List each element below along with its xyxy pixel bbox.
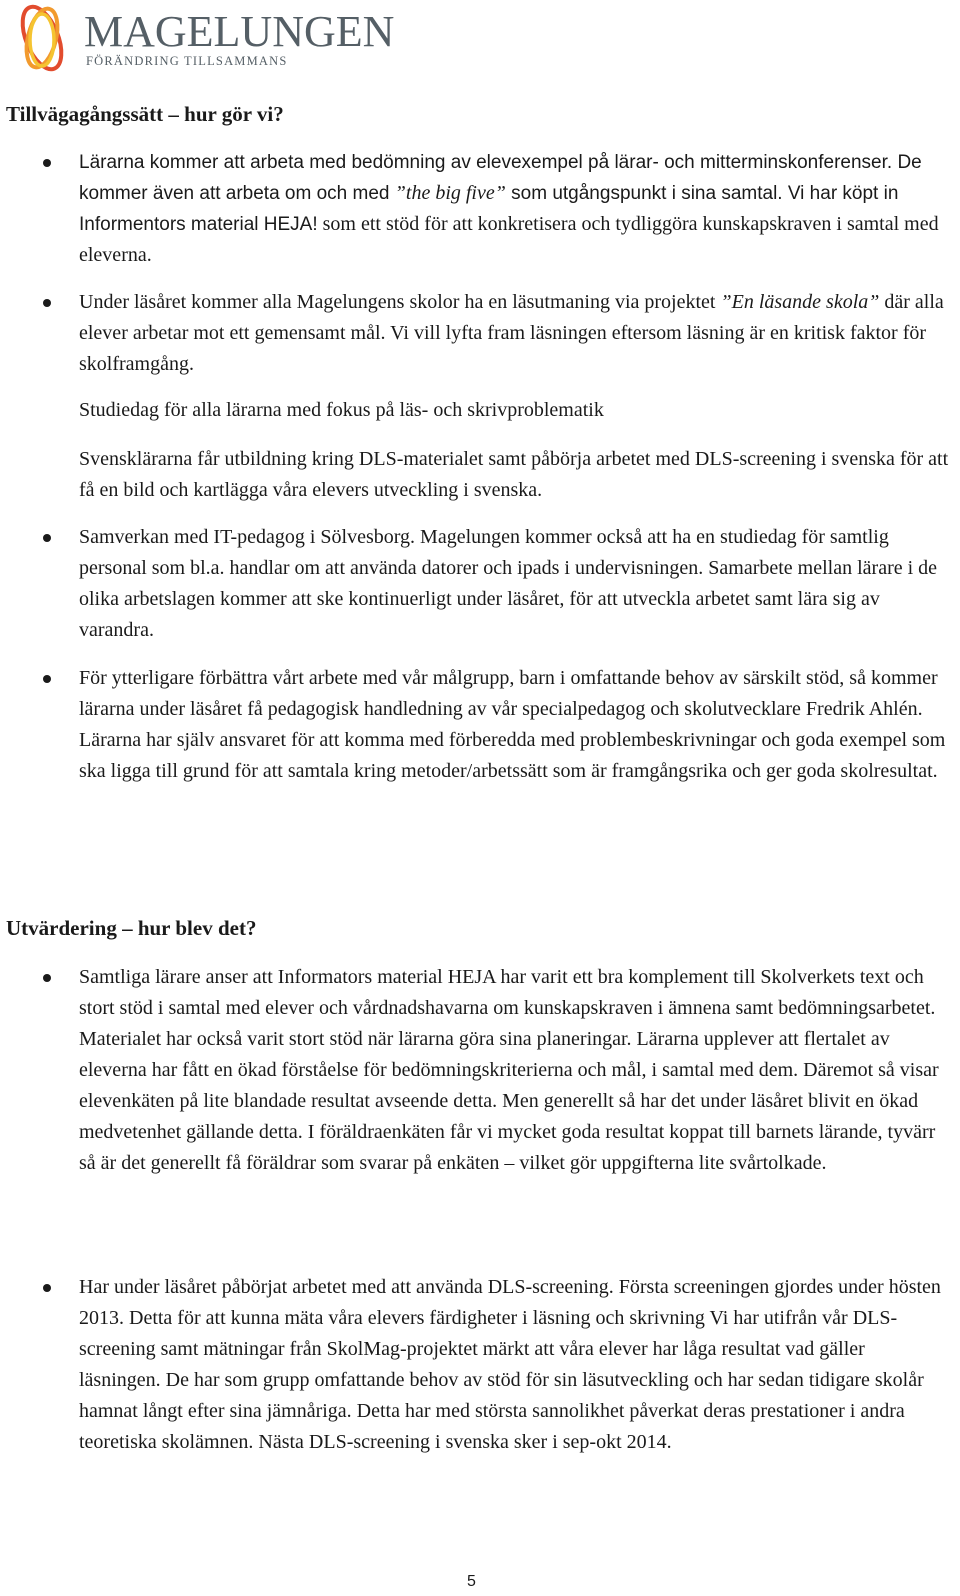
logo-mark-icon [4, 2, 80, 74]
emphasis-text: ”En läsande skola” [720, 291, 880, 313]
section-heading-approach: Tillvägagångssätt – hur gör vi? [6, 102, 284, 126]
page-number: 5 [467, 1573, 476, 1590]
magelungen-logo [4, 2, 404, 74]
bullet-text: För ytterligare förbättra vårt arbete med vår målgrupp, barn i omfattande behov av särskilt stöd, så kommer lärarna under läsåret få pedagogisk handledning av vår specialpedagog och skolutvecklare Fredrik Ahlén. Lärarna har själv ansvaret för att komma med förberedda med problembeskrivningar och goda exempel som ska ligga till grund för att samtala kring metoder/arbetssätt som är framgångsrika och ger goda skolresultat. [79, 667, 946, 782]
bullet-text: Under läsåret kommer alla Magelungens skolor ha en läsutmaning via projektet ”En läsande skola” där alla elever arbetar mot ett gemensamt mål. Vi vill lyfta fram läsningen eftersom läsning är en kritisk faktor för skolframgång. [79, 291, 944, 375]
dls-training-paragraph: Svensklärarna får utbildning kring DLS-materialet samt påbörja arbetet med DLS-screening i svenska för att få en bild och kartlägga våra elevers utveckling i svenska. [79, 448, 949, 501]
bullet-icon [43, 534, 51, 542]
evaluation-bullet-1 [79, 962, 949, 1179]
study-day-paragraph: Studiedag för alla lärarna med fokus på läs- och skrivproblematik [79, 399, 604, 421]
approach-bullet-4 [79, 663, 949, 787]
bullet-text: Samtliga lärare anser att Informators material HEJA har varit ett bra komplement till Skolverkets text och stort stöd i samtal med elever och vårdnadshavarna om kunskapskraven i ämnena samt bedömningsarbetet. Materialet har också varit stort stöd när lärarna göra sina planeringar. Lärarna upplever att flertalet av eleverna har fått en ökad förståelse för bedömningskriterierna och mål, i samtal med dem. Däremot så visar elevenkäten på lite blandade resultat avseende detta. Men generellt så har det under läsåret blivit en ökad medvetenhet gällande detta. I föräldraenkäten får vi mycket goda resultat koppat till barnets lärande, tyvärr så är det generellt få föräldrar som svarar på enkäten – vilket gör uppgifterna lite svårtolkade. [79, 966, 939, 1174]
bullet-icon [43, 974, 51, 982]
evaluation-bullet-2 [79, 1272, 949, 1458]
bullet-icon [43, 1284, 51, 1292]
logo-wordmark: MAGELUNGEN [84, 7, 395, 56]
bullet-text: Har under läsåret påbörjat arbetet med att använda DLS-screening. Första screeningen gjordes under hösten 2013. Detta för att kunna mäta våra elevers färdigheter i läsning och skrivning Vi har utifrån vår DLS-screening samt mätningar från SkolMag-projektet märkt att våra elever har låga resultat vad gäller läsningen. De har som grupp omfattande behov av stöd för sin läsutveckling och har sedan tidigare skolår hamnat långt efter sina jämnåriga. Detta har med största sannolikhet påverkat deras prestationer i andra teoretiska skolämnen. Nästa DLS-screening i svenska sker i sep-okt 2014. [79, 1276, 941, 1453]
approach-bullet-3 [79, 522, 949, 646]
bullet-text: Samverkan med IT-pedagog i Sölvesborg. Magelungen kommer också att ha en studiedag för samtlig personal som bl.a. handlar om att använda datorer och ipads i undervisningen. Samarbete mellan lärare i de olika arbetslagen kommer att ske kontinuerligt under läsåret, för att utveckla arbetet samt lära sig av varandra. [79, 526, 938, 641]
section-heading-evaluation: Utvärdering – hur blev det? [6, 916, 257, 940]
bullet-icon [43, 299, 51, 307]
approach-bullet-2 [79, 287, 949, 380]
bullet-icon [43, 159, 51, 167]
emphasis-text: ”the big five” [394, 182, 506, 204]
approach-bullet-1 [79, 147, 949, 271]
logo-tagline: FÖRÄNDRING TILLSAMMANS [86, 54, 288, 68]
bullet-icon [43, 675, 51, 683]
bullet-text: Lärarna kommer att arbeta med bedömning av elevexempel på lärar- och mitterminskonferenser. De kommer även att arbeta om och med ”the big five” som utgångspunkt i sina samtal. Vi har köpt in Informentors material HEJA! som ett stöd för att konkretisera och tydliggöra kunskapskraven i samtal med eleverna. [79, 152, 939, 266]
